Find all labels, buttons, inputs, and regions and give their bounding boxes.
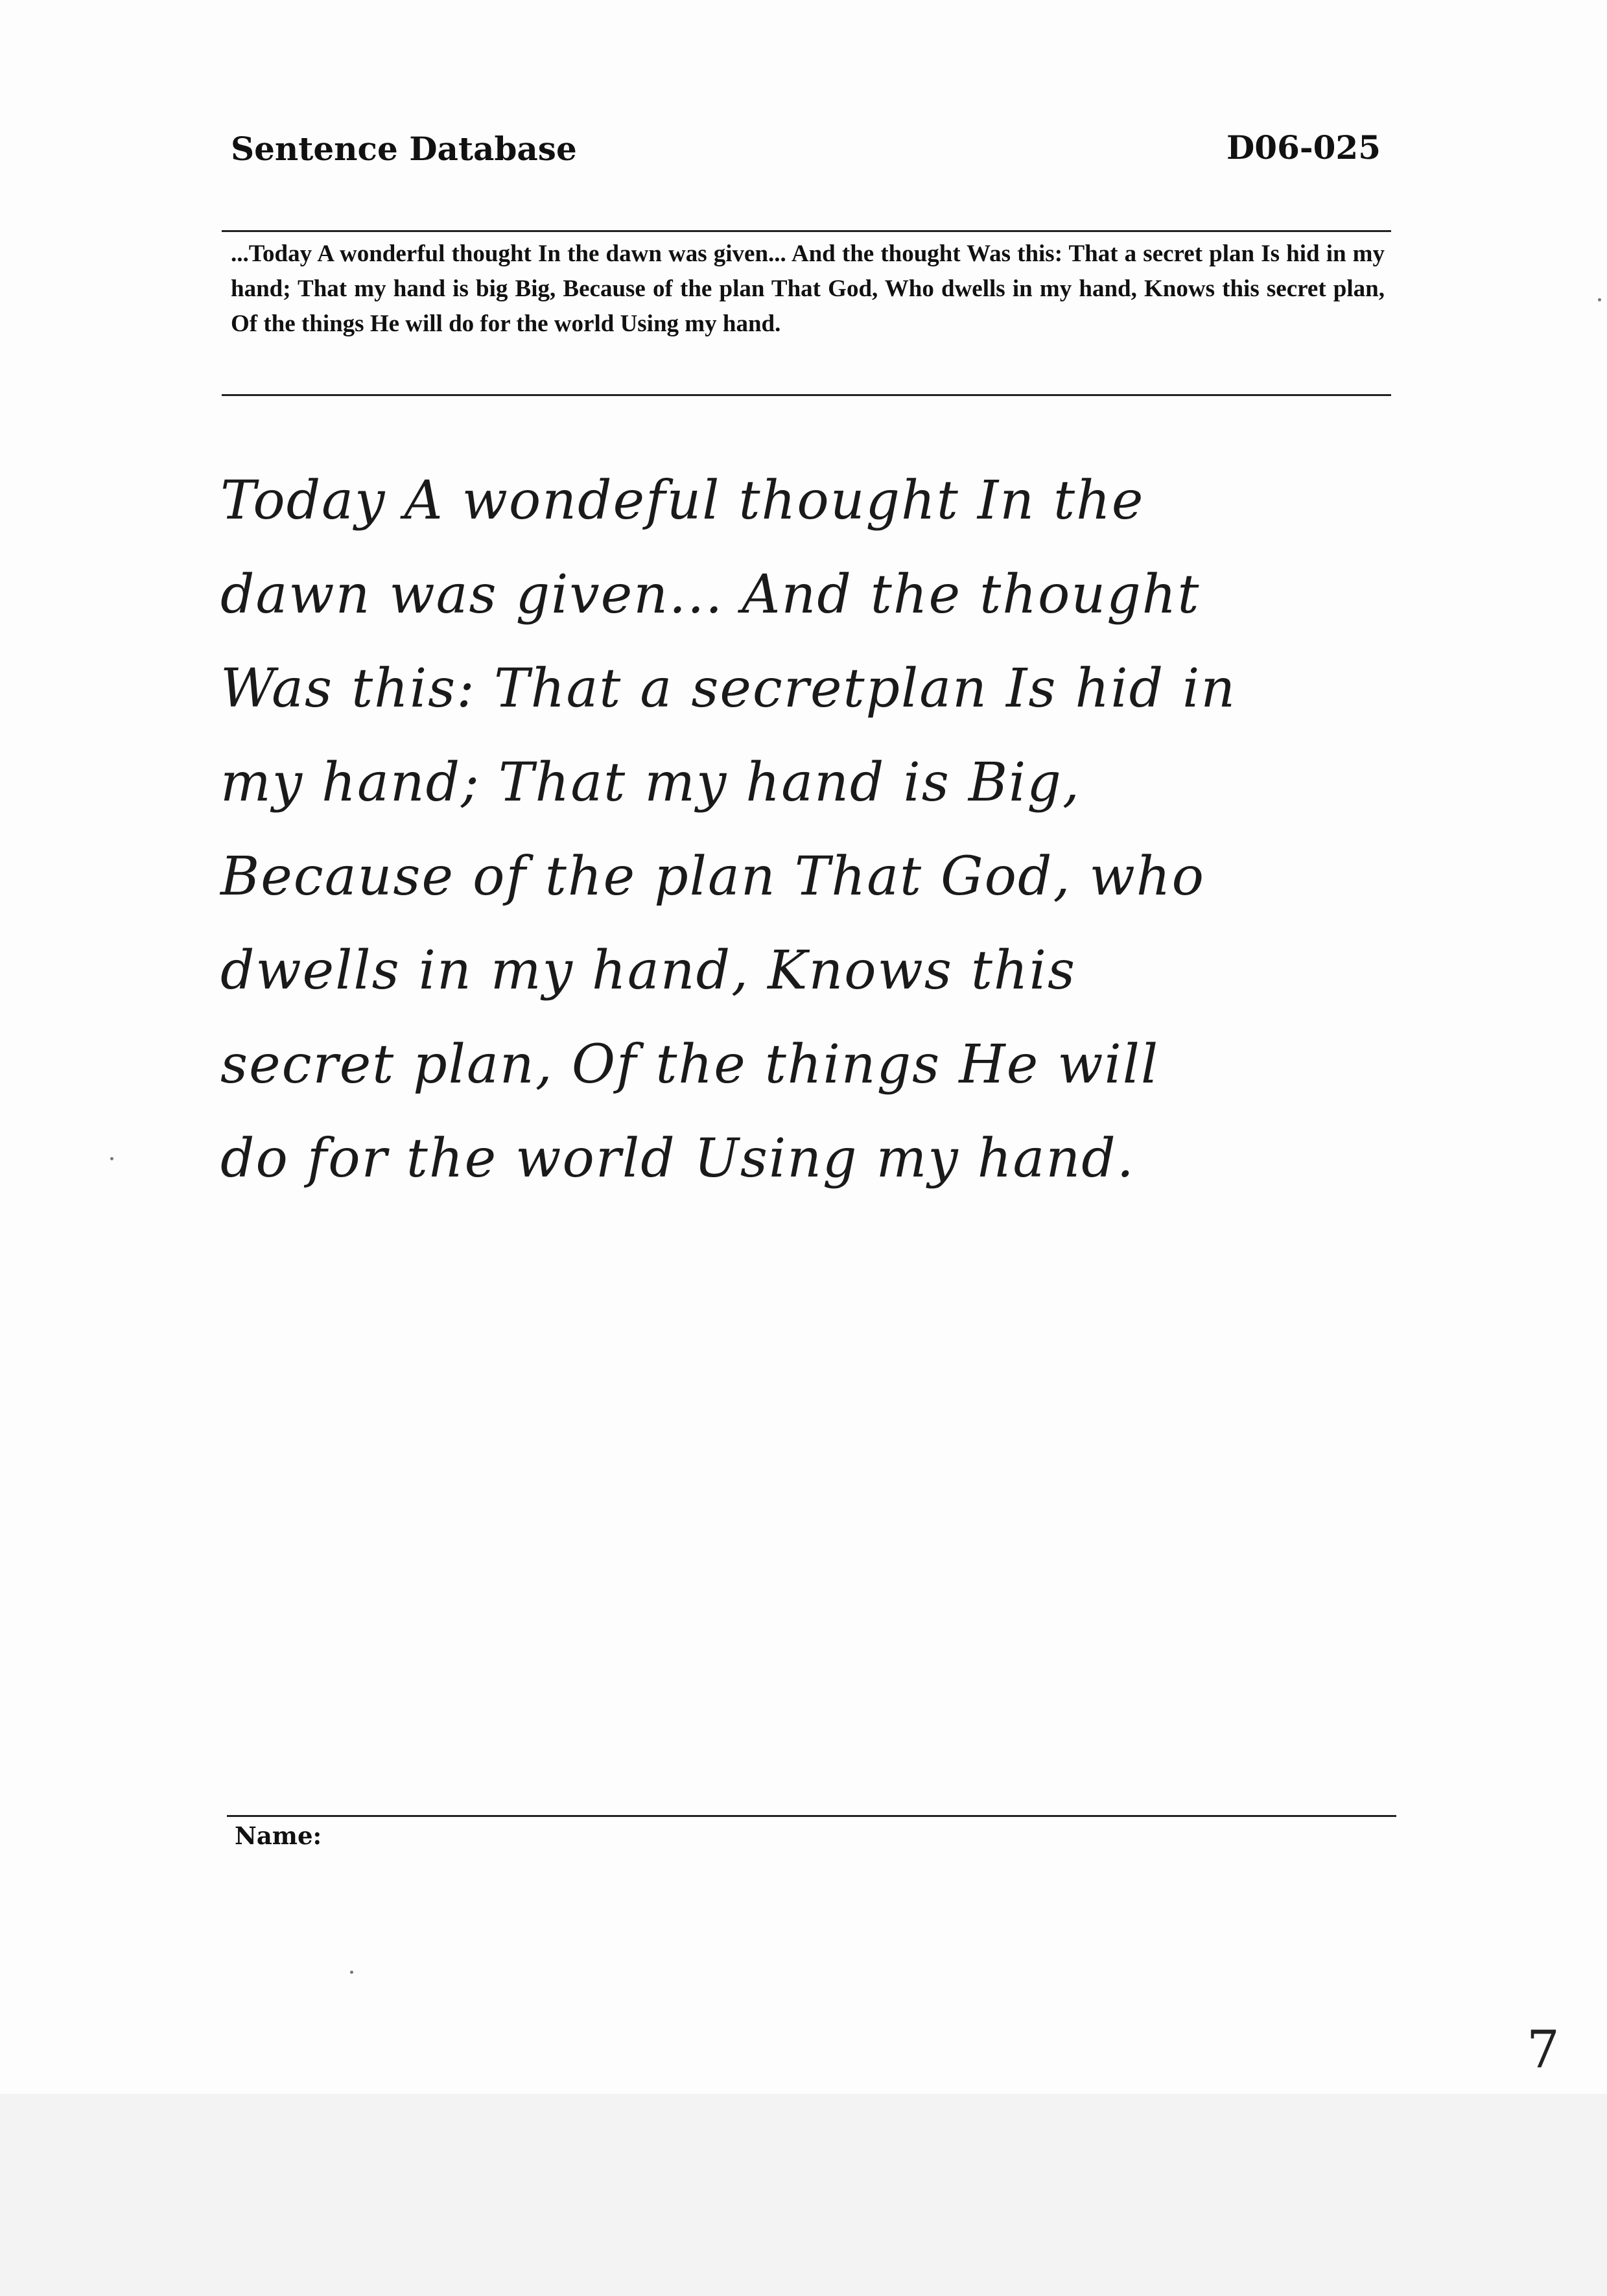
handwritten-line: dawn was given... And the thought [220, 564, 1201, 626]
form-id: D06-025 [1226, 128, 1381, 167]
prompt-top-rule [222, 230, 1391, 232]
handwritten-line: Today A wondeful thought In the [220, 470, 1145, 532]
handwritten-line: Was this: That a secretplan Is hid in [220, 658, 1237, 720]
handwritten-line: my hand; That my hand is Big, [220, 752, 1081, 814]
handwritten-line: Because of the plan That God, who [220, 846, 1205, 908]
handwritten-line: secret plan, Of the things He will [220, 1034, 1160, 1095]
handwritten-text [220, 454, 1439, 1206]
handwritten-line: dwells in my hand, Knows this [220, 940, 1077, 1002]
scan-speck [350, 1971, 353, 1974]
scan-speck [1598, 298, 1601, 301]
name-label: Name: [235, 1822, 322, 1850]
handwritten-line: do for the world Using my hand. [220, 1128, 1135, 1189]
prompt-bottom-rule [222, 394, 1391, 396]
scan-shadow [0, 2094, 1607, 2296]
form-title: Sentence Database [231, 130, 577, 168]
name-rule [227, 1815, 1396, 1817]
scan-speck [110, 1157, 113, 1160]
page-number: 7 [1527, 2019, 1560, 2079]
printed-prompt: ...Today A wonderful thought In the dawn was given... And the thought Was this: That a secret plan Is hid in my hand; That my hand is big Big, Because of the plan That God, Who dwells in my hand, Knows this secret plan, Of the things He will do for the world Using my hand. [231, 240, 1385, 337]
